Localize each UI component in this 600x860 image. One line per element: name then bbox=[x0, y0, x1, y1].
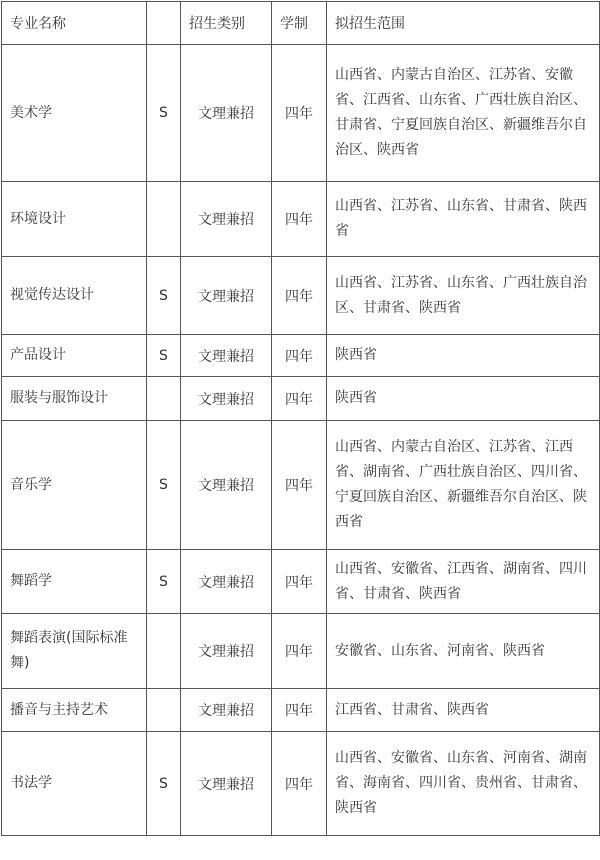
major-range: 陕西省 bbox=[327, 377, 600, 421]
major-category: 文理兼招 bbox=[181, 335, 272, 377]
major-range: 山西省、内蒙古自治区、江苏省、江西省、湖南省、广西壮族自治区、四川省、宁夏回族自治区、新疆维吾尔自治区、陕西省 bbox=[327, 421, 600, 550]
major-duration: 四年 bbox=[272, 377, 327, 421]
major-level: S bbox=[147, 335, 181, 377]
major-range: 江西省、甘肃省、陕西省 bbox=[327, 689, 600, 732]
major-name: 播音与主持艺术 bbox=[2, 689, 147, 732]
major-name: 产品设计 bbox=[2, 335, 147, 377]
header-major-name: 专业名称 bbox=[2, 2, 147, 45]
major-range: 山西省、江苏省、山东省、甘肃省、陕西省 bbox=[327, 182, 600, 257]
major-duration: 四年 bbox=[272, 182, 327, 257]
major-range: 安徽省、山东省、河南省、陕西省 bbox=[327, 614, 600, 689]
major-category: 文理兼招 bbox=[181, 614, 272, 689]
major-level: S bbox=[147, 550, 181, 614]
header-duration: 学制 bbox=[272, 2, 327, 45]
table-row bbox=[2, 45, 600, 182]
major-name: 舞蹈表演(国际标准舞) bbox=[2, 614, 147, 689]
major-category: 文理兼招 bbox=[181, 377, 272, 421]
major-level: S bbox=[147, 45, 181, 182]
table-row bbox=[2, 377, 600, 421]
major-name: 书法学 bbox=[2, 732, 147, 836]
major-duration: 四年 bbox=[272, 614, 327, 689]
major-duration: 四年 bbox=[272, 335, 327, 377]
table-row bbox=[2, 614, 600, 689]
major-level: S bbox=[147, 421, 181, 550]
major-name: 舞蹈学 bbox=[2, 550, 147, 614]
majors-table bbox=[1, 1, 600, 836]
major-name: 服装与服饰设计 bbox=[2, 377, 147, 421]
table-row bbox=[2, 421, 600, 550]
major-range: 陕西省 bbox=[327, 335, 600, 377]
major-duration: 四年 bbox=[272, 689, 327, 732]
header-category: 招生类别 bbox=[181, 2, 272, 45]
table-row bbox=[2, 732, 600, 836]
major-category: 文理兼招 bbox=[181, 732, 272, 836]
major-duration: 四年 bbox=[272, 257, 327, 335]
major-level bbox=[147, 182, 181, 257]
major-category: 文理兼招 bbox=[181, 689, 272, 732]
table-row bbox=[2, 550, 600, 614]
major-level: S bbox=[147, 732, 181, 836]
table-row bbox=[2, 689, 600, 732]
header-level bbox=[147, 2, 181, 45]
table-row bbox=[2, 182, 600, 257]
header-range: 拟招生范围 bbox=[327, 2, 600, 45]
major-category: 文理兼招 bbox=[181, 182, 272, 257]
major-duration: 四年 bbox=[272, 550, 327, 614]
major-range: 山西省、安徽省、山东省、河南省、湖南省、海南省、四川省、贵州省、甘肃省、陕西省 bbox=[327, 732, 600, 836]
major-duration: 四年 bbox=[272, 45, 327, 182]
table-row bbox=[2, 335, 600, 377]
major-range: 山西省、安徽省、江西省、湖南省、四川省、甘肃省、陕西省 bbox=[327, 550, 600, 614]
major-level bbox=[147, 614, 181, 689]
major-level: S bbox=[147, 257, 181, 335]
major-level bbox=[147, 377, 181, 421]
table-header-row bbox=[2, 2, 600, 45]
major-name: 音乐学 bbox=[2, 421, 147, 550]
table-row bbox=[2, 257, 600, 335]
major-range: 山西省、江苏省、山东省、广西壮族自治区、甘肃省、陕西省 bbox=[327, 257, 600, 335]
major-name: 环境设计 bbox=[2, 182, 147, 257]
major-name: 视觉传达设计 bbox=[2, 257, 147, 335]
major-duration: 四年 bbox=[272, 732, 327, 836]
major-category: 文理兼招 bbox=[181, 550, 272, 614]
major-category: 文理兼招 bbox=[181, 421, 272, 550]
major-level bbox=[147, 689, 181, 732]
major-duration: 四年 bbox=[272, 421, 327, 550]
major-name: 美术学 bbox=[2, 45, 147, 182]
major-category: 文理兼招 bbox=[181, 45, 272, 182]
major-category: 文理兼招 bbox=[181, 257, 272, 335]
major-range: 山西省、内蒙古自治区、江苏省、安徽省、江西省、山东省、广西壮族自治区、甘肃省、宁夏回族自治区、新疆维吾尔自治区、陕西省 bbox=[327, 45, 600, 182]
